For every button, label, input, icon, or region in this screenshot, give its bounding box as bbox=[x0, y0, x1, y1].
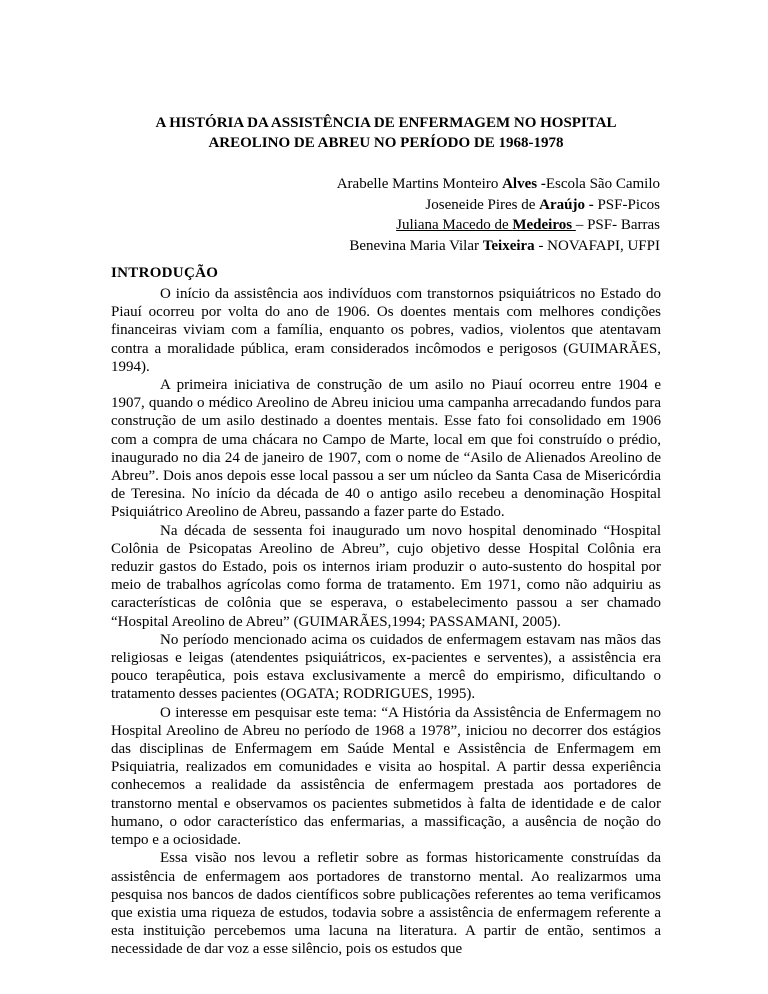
section-heading: INTRODUÇÃO bbox=[111, 265, 219, 281]
paragraph-6: Essa visão nos levou a refletir sobre as formas historicamente construídas da assistência de enfermagem aos portadores de transtorno mental. Ao realizarmos uma pesquisa nos bancos de dados científicos sobre publicações referentes ao tema verificamos que existia uma riqueza de estudos, todavia sobre a assistência de enfermagem referente a esta instituição percebemos uma lacuna na literatura. A partir de então, sentimos a necessidade de dar voz a esse silêncio, pois os estudos que bbox=[111, 850, 661, 958]
title-line-2: AREOLINO DE ABREU NO PERÍODO DE 1968-1978 bbox=[208, 135, 564, 151]
author-name: Benevina Maria Vilar bbox=[349, 237, 483, 254]
paragraph-2: A primeira iniciativa de construção de um asilo no Piauí ocorreu entre 1904 e 1907, quando o médico Areolino de Abreu iniciou uma campanha arrecadando fundos para construção de um asilo destinado a doentes mentais. Esse fato foi consolidado em 1906 com a compra de uma chácara no Campo de Marte, local em que foi construído o prédio, inaugurado no dia 24 de janeiro de 1907, com o nome de “Asilo de Alienados Areolino de Abreu”. Dois anos depois esse local passou a ser um núcleo da Santa Casa de Misericórdia de Teresina. No início da década de 40 o antigo asilo recebeu a denominação Hospital Psiquiátrico Areolino de Abreu, passando a fazer parte do Estado. bbox=[111, 377, 661, 521]
author-surname: Medeiros bbox=[512, 217, 576, 233]
title-line-1: A HISTÓRIA DA ASSISTÊNCIA DE ENFERMAGEM NO HOSPITAL bbox=[155, 115, 617, 131]
author-2 bbox=[337, 195, 660, 216]
author-surname: Araújo - bbox=[539, 196, 594, 213]
author-surname: Teixeira bbox=[482, 237, 535, 254]
section-body bbox=[111, 285, 661, 959]
author-name: Joseneide Pires de bbox=[425, 196, 540, 213]
author-name: Arabelle Martins Monteiro bbox=[336, 176, 503, 192]
author-3 bbox=[337, 215, 660, 236]
author-1 bbox=[337, 174, 660, 195]
paragraph-3: Na década de sessenta foi inaugurado um novo hospital denominado “Hospital Colônia de Psicopatas Areolino de Abreu”, cujo objetivo desse Hospital Colônia era reduzir gastos do Estado, pois os internos iriam produzir o auto-sustento do hospital por meio de trabalhos agrícolas como forma de tratamento. Em 1971, como não adquiriu as características de colônia que se esperava, o estabelecimento passou a ser chamado “Hospital Areolino de Abreu” (GUIMARÃES,1994; PASSAMANI, 2005). bbox=[111, 522, 661, 630]
author-list bbox=[337, 174, 660, 256]
author-affiliation: Escola São Camilo bbox=[545, 176, 660, 192]
document-title bbox=[110, 113, 662, 153]
author-affiliation: – PSF- Barras bbox=[575, 217, 660, 233]
author-surname: Alves - bbox=[502, 176, 546, 192]
author-affiliation: PSF-Picos bbox=[593, 196, 660, 213]
author-4 bbox=[337, 236, 660, 257]
author-affiliation: - NOVAFAPI, UFPI bbox=[534, 237, 660, 254]
paragraph-4: No período mencionado acima os cuidados de enfermagem estavam nas mãos das religiosas e leigas (atendentes psiquiátricos, ex-pacientes e serventes), a assistência era pouco terapêutica, pois estava exclusivamente a mercê do empirismo, dificultando o tratamento desses pacientes (OGATA; RODRIGUES, 1995). bbox=[111, 631, 661, 703]
author-name: Juliana Macedo de bbox=[396, 217, 513, 233]
paragraph-5: O interesse em pesquisar este tema: “A História da Assistência de Enfermagem no Hospital Areolino de Abreu no período de 1968 a 1978”, iniciou no decorrer dos estágios das disciplinas de Enfermagem em Saúde Mental e Assistência de Enfermagem em Psiquiatria, realizados em comunidades e visita ao hospital. A partir dessa experiência conhecemos a realidade da assistência de enfermagem prestada aos portadores de transtorno mental e observamos os pacientes submetidos à falta de identidade e de calor humano, o odor característico das enfermarias, a massificação, a ausência de noção do tempo e a ociosidade. bbox=[111, 704, 661, 849]
paragraph-1: O início da assistência aos indivíduos com transtornos psiquiátricos no Estado do Piauí ocorreu por volta do ano de 1906. Os doentes mentais com melhores condições financeiras viviam com a família, enquanto os pobres, vadios, violentos que atentavam contra a moralidade pública, eram considerados incômodos e perigosos (GUIMARÃES, 1994). bbox=[111, 286, 661, 375]
